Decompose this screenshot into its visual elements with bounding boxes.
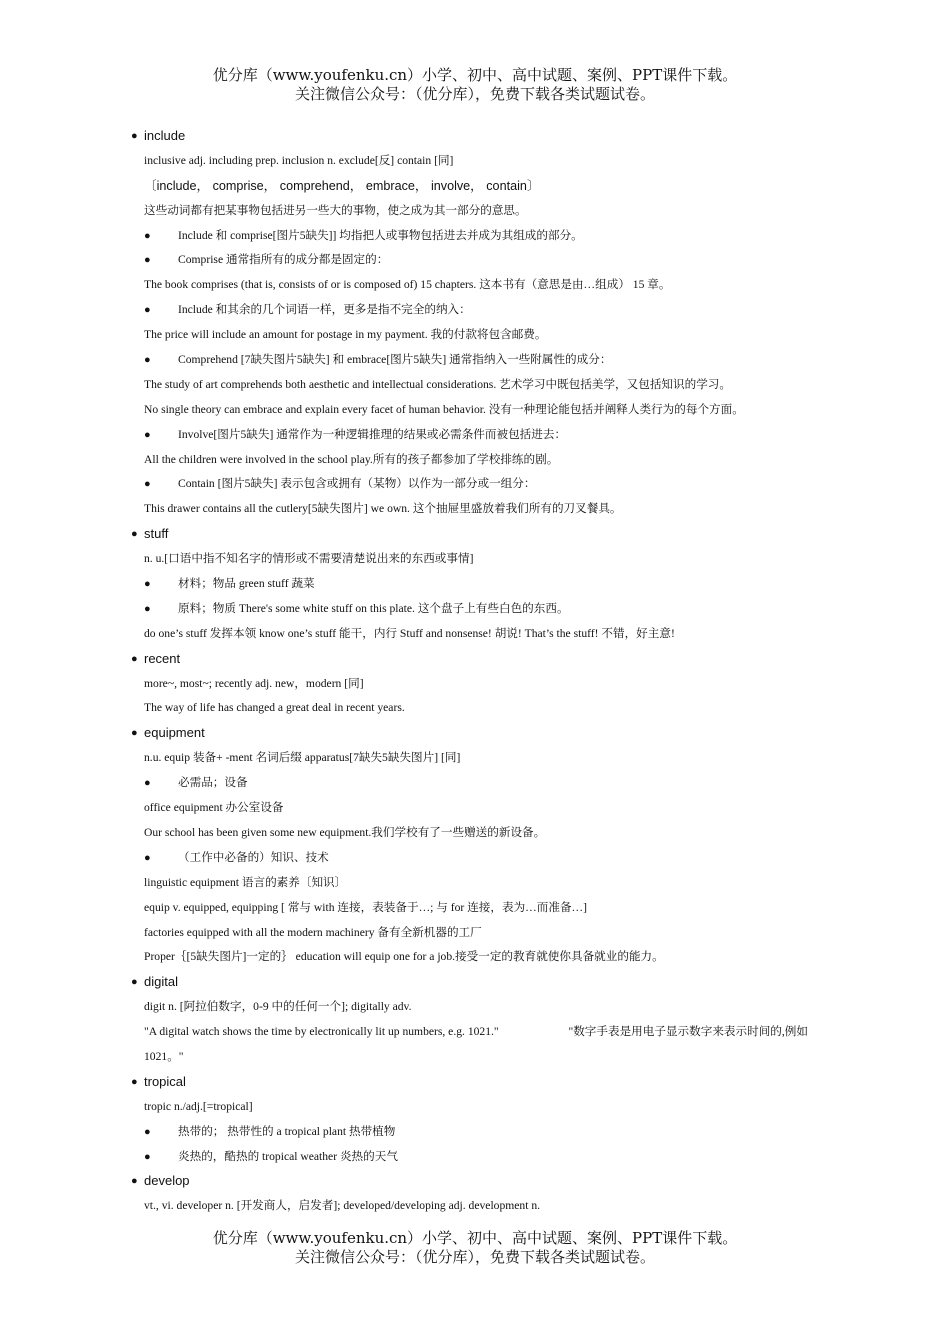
sub-bullet-line [0,224,950,249]
bullet-icon: ● [131,130,138,142]
sub-bullet-text: Involve[图片5缺失] 通常作为一种逻辑推理的结果或必需条件而被包括进去： [178,427,567,441]
text-line: The way of life has changed a great deal in recent years. [144,701,405,715]
text-line: inclusive adj. including prep. inclusion n. exclude[反] contain [同] [144,153,454,167]
bullet-icon: ● [131,727,138,740]
page-header [0,66,950,104]
bullet-icon: ● [131,528,138,541]
sub-bullet-text: Include 和 comprise[图片5缺失]] 均指把人或事物包括进去并成为其组成的部分。 [178,228,583,242]
text-line: do one’s stuff 发挥本领 know one’s stuff 能干，内行 Stuff and nonsense! 胡说! That’s the stuff! 不错，好主意! [144,626,675,640]
entry-word: tropical [144,1073,186,1089]
example-line [0,1020,808,1045]
text-line: linguistic equipment 语言的素养〔知识〕 [144,875,347,889]
sub-bullet-text: （工作中必备的）知识、技术 [178,850,329,864]
text-line: digit n. [阿拉伯数字，0-9 中的任何一个]; digitally adv. [144,1000,412,1014]
bullet-icon: ● [144,428,151,441]
bullet-icon: ● [144,777,151,790]
header-line-2: 关注微信公众号：（优分库），免费下载各类试题试卷。 [294,85,655,103]
footer-line-2: 关注微信公众号：（优分库），免费下载各类试题试卷。 [294,1248,655,1266]
bullet-icon: ● [144,1150,151,1163]
bullet-icon: ● [144,1125,151,1138]
sub-bullet-text: 原料；物质 There's some white stuff on this plate. 这个盘子上有些白色的东西。 [178,601,569,615]
text-line: factories equipped with all the modern machinery 备有全新机器的工厂 [144,925,482,939]
entry-heading [0,647,950,672]
sub-bullet-line [0,423,950,448]
sub-bullet-text: Comprehend [7缺失图片5缺失] 和 embrace[图片5缺失] 通常指纳入一些附属性的成分： [178,353,612,367]
entry-word: recent [144,650,181,666]
sub-bullet-text: 炎热的，酷热的 tropical weather 炎热的天气 [178,1149,398,1163]
text-line: more~, most~; recently adj. new，modern [同] [144,676,364,690]
text-line: The book comprises (that is, consists of or is composed of) 15 chapters. 这本书有（意思是由…组成） 15 章。 [144,278,671,292]
text-line: No single theory can embrace and explain every facet of human behavior. 没有一种理论能包括并阐释人类行为的每个方面。 [144,402,744,416]
bullet-icon: ● [131,976,138,989]
text-line: 这些动词都有把某事物包括进另一些大的事物，使之成为其一部分的意思。 [144,203,527,217]
example-sentence: "A digital watch shows the time by electronically lit up numbers, e.g. 1021." [144,1025,499,1039]
text-line: The price will include an amount for postage in my payment. 我的付款将包含邮费。 [144,328,547,342]
text-line: This drawer contains all the cutlery[5缺失图片] we own. 这个抽屉里盛放着我们所有的刀叉餐具。 [144,502,622,516]
text-line: 1021。" [144,1049,184,1063]
text-line: The study of art comprehends both aesthetic and intellectual considerations. 艺术学习中既包括美学，又包括知识的学习。 [144,377,731,391]
sub-bullet-line [0,572,950,597]
bullet-icon: ● [144,304,151,317]
bullet-icon: ● [144,851,151,864]
sub-bullet-line [0,597,950,622]
sub-bullet-line [0,1145,950,1170]
sub-bullet-text: Comprise 通常指所有的成分都是固定的： [178,253,389,267]
sub-bullet-line [0,846,950,871]
bullet-icon: ● [131,652,138,665]
text-line: equip v. equipped, equipping [ 常与 with 连接，表装备于…; 与 for 连接，表为…而准备…] [144,900,587,914]
entry-word: develop [144,1173,190,1189]
entry-word: include [144,128,186,143]
bullet-icon: ● [131,1075,138,1088]
entry-heading [0,124,950,149]
sub-bullet-text: Contain [图片5缺失] 表示包含或拥有（某物）以作为一部分或一组分： [178,477,536,491]
entry-heading [0,1169,950,1194]
bullet-icon: ● [144,254,151,267]
entry-heading [0,721,950,746]
synonym-list: 〔include， comprise， comprehend， embrace， involve， contain〕 [144,178,540,193]
bullet-icon: ● [144,354,151,367]
text-line: tropic n./adj.[=tropical] [144,1099,253,1113]
entry-word: digital [144,974,178,990]
entry-heading [0,1070,950,1095]
sub-bullet-line [0,472,950,497]
text-line: n.u. equip 装备+ -ment 名词后缀 apparatus[7缺失5缺失图片] [同] [144,751,461,765]
bullet-icon: ● [131,1175,138,1188]
sub-bullet-line [0,248,950,273]
text-line: n. u.[口语中指不知名字的情形或不需要清楚说出来的东西或事情] [144,552,474,566]
document-body [0,124,950,1219]
entry-word: equipment [144,725,205,741]
entry-heading [0,522,950,547]
sub-bullet-text: 必需品；设备 [178,776,248,790]
text-line: All the children were involved in the school play.所有的孩子都参加了学校排练的剧。 [144,452,559,466]
bullet-icon: ● [144,478,151,491]
footer-line-1: 优分库（www.youfenku.cn）小学、初中、高中试题、案例、PPT课件下载。 [212,1229,738,1247]
sub-bullet-text: Include 和其余的几个词语一样，更多是指不完全的纳入： [178,303,471,317]
text-line: Our school has been given some new equipment.我们学校有了一些赠送的新设备。 [144,825,546,839]
text-line: Proper｛[5缺失图片]一定的｝ education will equip one for a job.接受一定的教育就使你具备就业的能力。 [144,950,664,964]
entry-heading [0,970,950,995]
bullet-icon: ● [144,602,151,615]
example-translation: "数字手表是用电子显示数字来表示时间的,例如 [568,1025,808,1039]
text-line: vt., vi. developer n. [开发商人，启发者]; developed/developing adj. development n. [144,1199,541,1213]
text-line: office equipment 办公室设备 [144,801,284,815]
bullet-icon: ● [144,229,151,242]
sub-bullet-line [0,1120,950,1145]
sub-bullet-line [0,298,950,323]
page-footer [0,1229,950,1267]
sub-bullet-text: 材料；物品 green stuff 蔬菜 [178,577,315,591]
sub-bullet-line [0,771,950,796]
sub-bullet-text: 热带的； 热带性的 a tropical plant 热带植物 [178,1124,396,1138]
entry-word: stuff [144,526,169,542]
sub-bullet-line [0,348,950,373]
bullet-icon: ● [144,578,151,591]
header-line-1: 优分库（www.youfenku.cn）小学、初中、高中试题、案例、PPT课件下载。 [212,66,738,84]
